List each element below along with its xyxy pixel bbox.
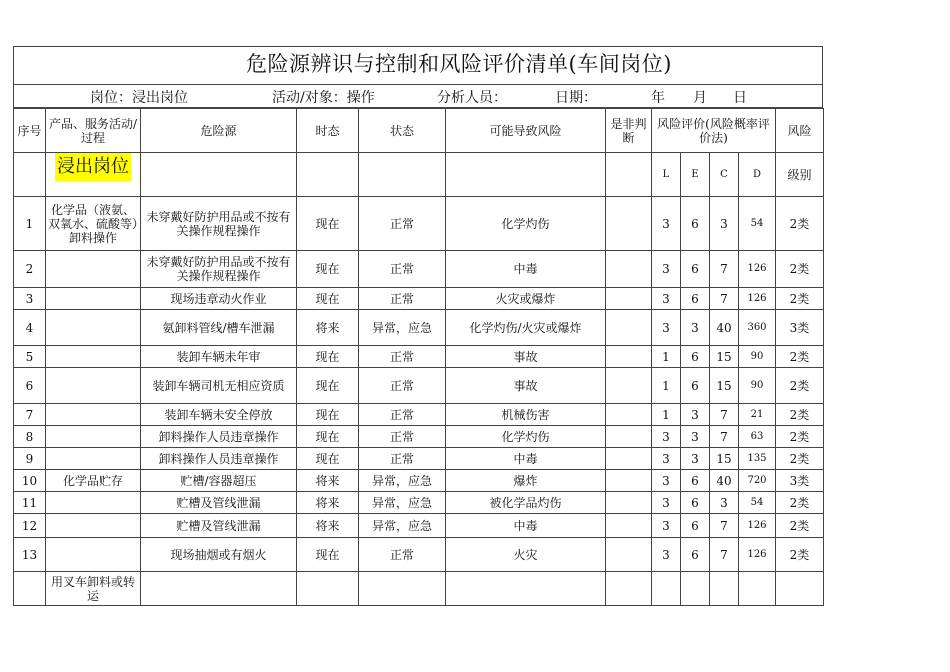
cell-c: 7	[710, 404, 739, 426]
cell-state: 异常，应急	[359, 492, 446, 514]
cell-l: 3	[652, 448, 681, 470]
cell-e: 3	[681, 404, 710, 426]
subheader-row	[14, 153, 824, 197]
cell-l: 3	[652, 197, 681, 251]
cell-c: 3	[710, 197, 739, 251]
cell-e: 6	[681, 470, 710, 492]
cell-l	[652, 572, 681, 606]
header-L: L	[652, 153, 681, 197]
cell-level: 2类	[776, 492, 824, 514]
cell-state: 正常	[359, 197, 446, 251]
table-row	[14, 470, 824, 492]
cell-no: 7	[14, 404, 46, 426]
cell-l: 3	[652, 492, 681, 514]
cell-tense: 将来	[297, 310, 359, 346]
cell-level: 3类	[776, 310, 824, 346]
cell-l: 1	[652, 404, 681, 426]
cell-product	[46, 492, 141, 514]
cell-routine	[606, 514, 652, 538]
cell-c: 40	[710, 310, 739, 346]
cell-d: 21	[739, 404, 776, 426]
cell-hazard: 现场抽烟或有烟火	[141, 538, 297, 572]
cell-level: 3类	[776, 470, 824, 492]
cell-d: 135	[739, 448, 776, 470]
cell-risk: 爆炸	[446, 470, 606, 492]
cell-tense: 将来	[297, 492, 359, 514]
cell-routine	[606, 404, 652, 426]
cell-tense: 现在	[297, 288, 359, 310]
cell-level: 2类	[776, 514, 824, 538]
cell-d: 90	[739, 368, 776, 404]
cell-level: 2类	[776, 426, 824, 448]
cell-routine	[606, 310, 652, 346]
header-risk: 可能导致风险	[446, 109, 606, 153]
cell-hazard: 装卸车辆未年审	[141, 346, 297, 368]
cell-routine	[606, 492, 652, 514]
cell-hazard: 装卸车辆司机无相应资质	[141, 368, 297, 404]
table-row	[14, 448, 824, 470]
cell-tense: 现在	[297, 197, 359, 251]
cell-hazard: 贮槽/容器超压	[141, 470, 297, 492]
cell-l: 3	[652, 470, 681, 492]
cell-level: 2类	[776, 538, 824, 572]
cell-product	[46, 310, 141, 346]
cell-d: 90	[739, 346, 776, 368]
cell-e: 6	[681, 368, 710, 404]
table-row	[14, 368, 824, 404]
table-row	[14, 492, 824, 514]
cell-e: 6	[681, 251, 710, 288]
cell-hazard: 装卸车辆未安全停放	[141, 404, 297, 426]
cell-risk: 事故	[446, 368, 606, 404]
cell-level: 2类	[776, 404, 824, 426]
month-label: 月	[693, 90, 707, 106]
cell-hazard: 贮槽及管线泄漏	[141, 514, 297, 538]
header-routine: 是非判断	[606, 109, 652, 153]
table-row	[14, 426, 824, 448]
cell-tense	[297, 572, 359, 606]
table-row	[14, 197, 824, 251]
cell-risk: 中毒	[446, 448, 606, 470]
cell-c: 7	[710, 426, 739, 448]
table-row	[14, 310, 824, 346]
cell-c: 40	[710, 470, 739, 492]
cell-risk: 中毒	[446, 251, 606, 288]
table-row	[14, 404, 824, 426]
cell-risk: 被化学品灼伤	[446, 492, 606, 514]
analyst-label: 分析人员：	[437, 90, 507, 106]
cell-c: 7	[710, 251, 739, 288]
day-label: 日	[733, 90, 747, 106]
cell-routine	[606, 368, 652, 404]
cell-product: 化学品贮存	[46, 470, 141, 492]
cell-product: 化学品（液氨、双氧水、硫酸等）卸料操作	[46, 197, 141, 251]
cell-c: 7	[710, 514, 739, 538]
cell-state: 正常	[359, 448, 446, 470]
cell-c: 7	[710, 538, 739, 572]
cell-product	[46, 426, 141, 448]
cell-routine	[606, 572, 652, 606]
cell-hazard: 卸料操作人员违章操作	[141, 448, 297, 470]
cell-level: 2类	[776, 251, 824, 288]
cell-d: 54	[739, 197, 776, 251]
cell-tense: 现在	[297, 251, 359, 288]
cell-c: 15	[710, 368, 739, 404]
risk-sheet	[13, 46, 823, 606]
cell-routine	[606, 346, 652, 368]
cell-state: 异常，应急	[359, 514, 446, 538]
cell-level: 2类	[776, 197, 824, 251]
cell-no: 6	[14, 368, 46, 404]
cell-l: 3	[652, 251, 681, 288]
cell-state: 异常，应急	[359, 310, 446, 346]
header-C: C	[710, 153, 739, 197]
cell-routine	[606, 448, 652, 470]
cell-risk: 机械伤害	[446, 404, 606, 426]
page-title: 危险源辨识与控制和风险评价清单(车间岗位)	[246, 52, 672, 76]
header-seq: 序号	[14, 109, 46, 153]
header-row	[14, 109, 824, 153]
cell-no: 5	[14, 346, 46, 368]
cell-no: 8	[14, 426, 46, 448]
cell-routine	[606, 538, 652, 572]
cell-c: 15	[710, 346, 739, 368]
risk-table	[13, 108, 824, 606]
cell-state	[359, 572, 446, 606]
cell-product	[46, 251, 141, 288]
cell-state: 正常	[359, 251, 446, 288]
cell-routine	[606, 251, 652, 288]
cell-e: 3	[681, 310, 710, 346]
cell-e: 6	[681, 538, 710, 572]
header-tense: 时态	[297, 109, 359, 153]
cell-level: 2类	[776, 346, 824, 368]
cell-level: 2类	[776, 288, 824, 310]
cell-tense: 现在	[297, 368, 359, 404]
cell-l: 3	[652, 426, 681, 448]
cell-hazard	[141, 572, 297, 606]
table-body	[14, 197, 824, 606]
cell-hazard: 卸料操作人员违章操作	[141, 426, 297, 448]
cell-c	[710, 572, 739, 606]
cell-product	[46, 538, 141, 572]
cell-no: 4	[14, 310, 46, 346]
header-E: E	[681, 153, 710, 197]
cell-product	[46, 368, 141, 404]
cell-d: 720	[739, 470, 776, 492]
cell-e: 3	[681, 448, 710, 470]
cell-hazard: 现场违章动火作业	[141, 288, 297, 310]
post-label: 岗位：浸出岗位	[90, 90, 188, 106]
table-row	[14, 346, 824, 368]
cell-d	[739, 572, 776, 606]
cell-risk: 中毒	[446, 514, 606, 538]
cell-tense: 现在	[297, 538, 359, 572]
year-label: 年	[651, 90, 665, 106]
cell-l: 3	[652, 514, 681, 538]
cell-hazard: 氨卸料管线/槽车泄漏	[141, 310, 297, 346]
cell-state: 正常	[359, 368, 446, 404]
cell-no: 12	[14, 514, 46, 538]
header-grade: 级别	[776, 153, 824, 197]
cell-tense: 将来	[297, 514, 359, 538]
cell-no	[14, 572, 46, 606]
cell-routine	[606, 197, 652, 251]
header-eval: 风险评价(风险概率评价法)	[652, 109, 776, 153]
date-label: 日期：	[555, 90, 597, 106]
cell-state: 正常	[359, 426, 446, 448]
table-row	[14, 538, 824, 572]
cell-state: 正常	[359, 346, 446, 368]
cell-d: 126	[739, 251, 776, 288]
cell-routine	[606, 288, 652, 310]
cell-no: 1	[14, 197, 46, 251]
post-highlight: 浸出岗位	[55, 153, 131, 181]
cell-no: 9	[14, 448, 46, 470]
cell-d: 54	[739, 492, 776, 514]
cell-no: 3	[14, 288, 46, 310]
cell-tense: 现在	[297, 426, 359, 448]
header-state: 状态	[359, 109, 446, 153]
cell-hazard: 未穿戴好防护用品或不按有关操作规程操作	[141, 197, 297, 251]
cell-e	[681, 572, 710, 606]
cell-risk: 火灾或爆炸	[446, 288, 606, 310]
cell-risk: 化学灼伤	[446, 426, 606, 448]
cell-routine	[606, 470, 652, 492]
cell-product	[46, 288, 141, 310]
cell-e: 3	[681, 426, 710, 448]
cell-level	[776, 572, 824, 606]
cell-d: 126	[739, 538, 776, 572]
cell-product: 用叉车卸料或转运	[46, 572, 141, 606]
cell-e: 6	[681, 288, 710, 310]
cell-d: 360	[739, 310, 776, 346]
cell-e: 6	[681, 197, 710, 251]
cell-c: 7	[710, 288, 739, 310]
info-row	[13, 84, 823, 108]
cell-state: 异常，应急	[359, 470, 446, 492]
cell-product	[46, 448, 141, 470]
cell-e: 6	[681, 514, 710, 538]
cell-hazard: 贮槽及管线泄漏	[141, 492, 297, 514]
cell-l: 1	[652, 368, 681, 404]
cell-level: 2类	[776, 448, 824, 470]
cell-tense: 现在	[297, 404, 359, 426]
header-hazard: 危险源	[141, 109, 297, 153]
cell-l: 3	[652, 538, 681, 572]
cell-risk: 事故	[446, 346, 606, 368]
cell-state: 正常	[359, 538, 446, 572]
cell-l: 3	[652, 310, 681, 346]
table-row	[14, 288, 824, 310]
table-row	[14, 514, 824, 538]
cell-c: 3	[710, 492, 739, 514]
cell-risk	[446, 572, 606, 606]
cell-l: 3	[652, 288, 681, 310]
table-row	[14, 572, 824, 606]
cell-routine	[606, 426, 652, 448]
header-level: 风险	[776, 109, 824, 153]
cell-risk: 化学灼伤/火灾或爆炸	[446, 310, 606, 346]
cell-no: 13	[14, 538, 46, 572]
cell-product	[46, 514, 141, 538]
cell-risk: 火灾	[446, 538, 606, 572]
cell-tense: 现在	[297, 346, 359, 368]
table-row	[14, 251, 824, 288]
cell-no: 11	[14, 492, 46, 514]
cell-level: 2类	[776, 368, 824, 404]
cell-product	[46, 346, 141, 368]
cell-state: 正常	[359, 404, 446, 426]
header-D: D	[739, 153, 776, 197]
cell-no: 2	[14, 251, 46, 288]
cell-d: 63	[739, 426, 776, 448]
cell-no: 10	[14, 470, 46, 492]
cell-risk: 化学灼伤	[446, 197, 606, 251]
cell-e: 6	[681, 492, 710, 514]
cell-hazard: 未穿戴好防护用品或不按有关操作规程操作	[141, 251, 297, 288]
activity-label: 活动/对象：操作	[272, 90, 375, 106]
cell-l: 1	[652, 346, 681, 368]
cell-tense: 现在	[297, 448, 359, 470]
cell-state: 正常	[359, 288, 446, 310]
cell-e: 6	[681, 346, 710, 368]
cell-d: 126	[739, 514, 776, 538]
cell-c: 15	[710, 448, 739, 470]
header-product: 产品、服务活动/过程	[46, 109, 141, 153]
cell-tense: 将来	[297, 470, 359, 492]
cell-d: 126	[739, 288, 776, 310]
cell-product	[46, 404, 141, 426]
title-row	[13, 46, 823, 84]
